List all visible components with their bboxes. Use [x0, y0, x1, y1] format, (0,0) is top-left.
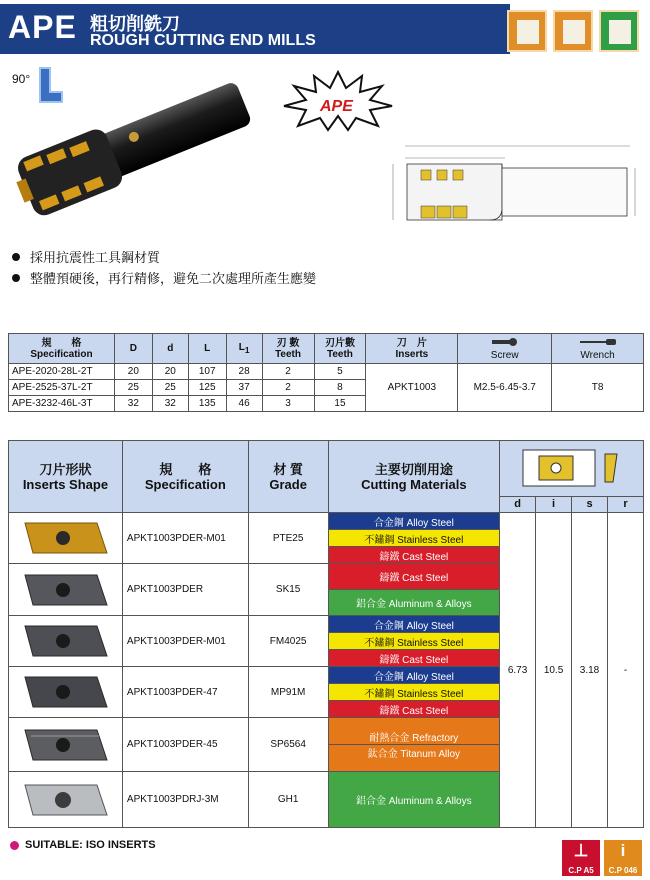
table-row: APE-2020-28L-2T 20 20 107 28 2 5 APKT1003 M2.5-6.45-3.7 T8	[9, 364, 644, 380]
table-row: APKT1003PDER-47 MP91M 合金鋼 Alloy Steel	[9, 667, 644, 684]
dimension-drawing	[385, 138, 643, 228]
insert-diagram-icon	[517, 444, 627, 490]
table-row: APKT1003PDRJ-3M GH1 鋁合金 Aluminum & Alloys	[9, 772, 644, 828]
col-screw: Screw	[458, 334, 552, 364]
screw-icon	[490, 337, 520, 347]
category-tabs	[505, 10, 645, 54]
gray-insert-icon	[19, 622, 111, 660]
feature-list	[12, 246, 316, 288]
table-header-row	[9, 334, 644, 364]
gray-insert-icon	[19, 571, 111, 609]
col-wrench: Wrench	[552, 334, 644, 364]
col-insert-teeth: 刃片數 Teeth	[314, 334, 366, 364]
gray-insert-icon	[19, 673, 111, 711]
table-row: APKT1003PDER-45 SP6564 耐熱合金 Refractory	[9, 718, 644, 745]
bullet-icon	[12, 274, 20, 282]
dim-i: 10.5	[536, 513, 572, 828]
category-tab-icon[interactable]	[599, 10, 639, 52]
holder-icon: ⊥	[573, 841, 589, 860]
dim-s: 3.18	[572, 513, 608, 828]
spec-table	[8, 333, 644, 412]
suitable-note: SUITABLE: ISO INSERTS	[10, 839, 156, 851]
silver-insert-icon	[19, 781, 111, 819]
dim-r: -	[608, 513, 644, 828]
insert-code: APKT1003	[366, 364, 458, 412]
burst-label: APE	[320, 98, 353, 115]
col-spec: 規 格 Specification	[122, 441, 248, 513]
insert-shape-cell	[9, 718, 123, 772]
insert-shape-cell	[9, 564, 123, 616]
title-chinese: 粗切削銑刀	[90, 14, 180, 34]
angle-label: 90°	[12, 72, 31, 86]
end-mill-photo	[8, 76, 258, 221]
col-d: d	[152, 334, 188, 364]
feature-text: 整體預硬後，再行精修，避免二次處理所產生應變	[30, 271, 317, 286]
col-inserts: 刀 片 Inserts	[366, 334, 458, 364]
feature-item	[12, 267, 316, 288]
wrench-icon	[578, 337, 618, 347]
table-header-row	[9, 441, 644, 497]
table-row: APE-2525-37L-2T 25 25 125 37 2 8	[9, 380, 644, 396]
insert-shape-cell	[9, 772, 123, 828]
table-row: APE-3232-46L-3T 32 32 135 46 3 15	[9, 396, 644, 412]
tool-holder-logo[interactable]: ⊥ C.P A5	[562, 840, 600, 876]
col-D: D	[114, 334, 152, 364]
col-cutting: 主要切削用途 Cutting Materials	[328, 441, 500, 513]
insert-shape-cell	[9, 616, 123, 667]
screw-code: M2.5-6.45-3.7	[458, 364, 552, 412]
bullet-icon	[12, 253, 20, 261]
wrench-code: T8	[552, 364, 644, 412]
title-english: ROUGH CUTTING END MILLS	[90, 32, 316, 49]
category-tab-icon[interactable]	[553, 10, 593, 52]
insert-dim-diagram	[500, 441, 644, 497]
page-header	[0, 0, 650, 62]
inserts-table: 刀片形狀 Inserts Shape 規 格 Specification 材 質 Grade 主要切削用途 Cutting Materials d i s r APKT1003PDER-M01 PTE25 合金鋼 Alloy Steel 6.73 10.5 3.18 - 不鏽鋼 Stainless Steel 鑄鐵 Cast Steel APKT1003PDER SK15 鑄鐵 Cast Steel 鋁合金 Aluminum & Alloys APKT1003PDER-M01 FM4025 合金鋼 Alloy Steel 不鏽鋼 Stainless Steel 鑄鐵 Cast Steel APKT1003PDER-47 MP91M 合金鋼 Alloy Steel 不鏽鋼 Stainless Steel 鑄鐵 Cast Steel APKT1003PDER-45 SP6564 耐熱合金 Refractory 鈦合金 Titanum Alloy APKT1003PDRJ-3M GH1 鋁合金 Aluminum & Alloys	[8, 440, 644, 828]
col-L1: $L_1$	[226, 334, 262, 364]
insert-shape-cell	[9, 513, 123, 564]
cutting-tool-logo[interactable]: i C.P 046	[604, 840, 642, 876]
col-spec: 規 格 Specification	[9, 334, 115, 364]
feature-text: 採用抗震性工具鋼材質	[30, 250, 161, 265]
col-teeth: 刃 數 Teeth	[262, 334, 314, 364]
col-shape: 刀片形狀 Inserts Shape	[9, 441, 123, 513]
category-tab-icon[interactable]	[507, 10, 547, 52]
dim-d: 6.73	[500, 513, 536, 828]
col-L: L	[188, 334, 226, 364]
gold-insert-icon	[19, 519, 111, 557]
dark-insert-icon	[19, 726, 111, 764]
bullet-icon	[10, 841, 19, 850]
col-grade: 材 質 Grade	[248, 441, 328, 513]
table-row: APKT1003PDER-M01 FM4025 合金鋼 Alloy Steel	[9, 616, 644, 633]
product-code: APE	[8, 9, 77, 45]
feature-item	[12, 246, 316, 267]
info-icon: i	[620, 841, 626, 860]
table-row: APKT1003PDER-M01 PTE25 合金鋼 Alloy Steel 6.73 10.5 3.18 -	[9, 513, 644, 530]
table-row: APKT1003PDER SK15 鑄鐵 Cast Steel	[9, 564, 644, 590]
insert-shape-cell	[9, 667, 123, 718]
dim-header-row: d i s r	[9, 497, 644, 513]
